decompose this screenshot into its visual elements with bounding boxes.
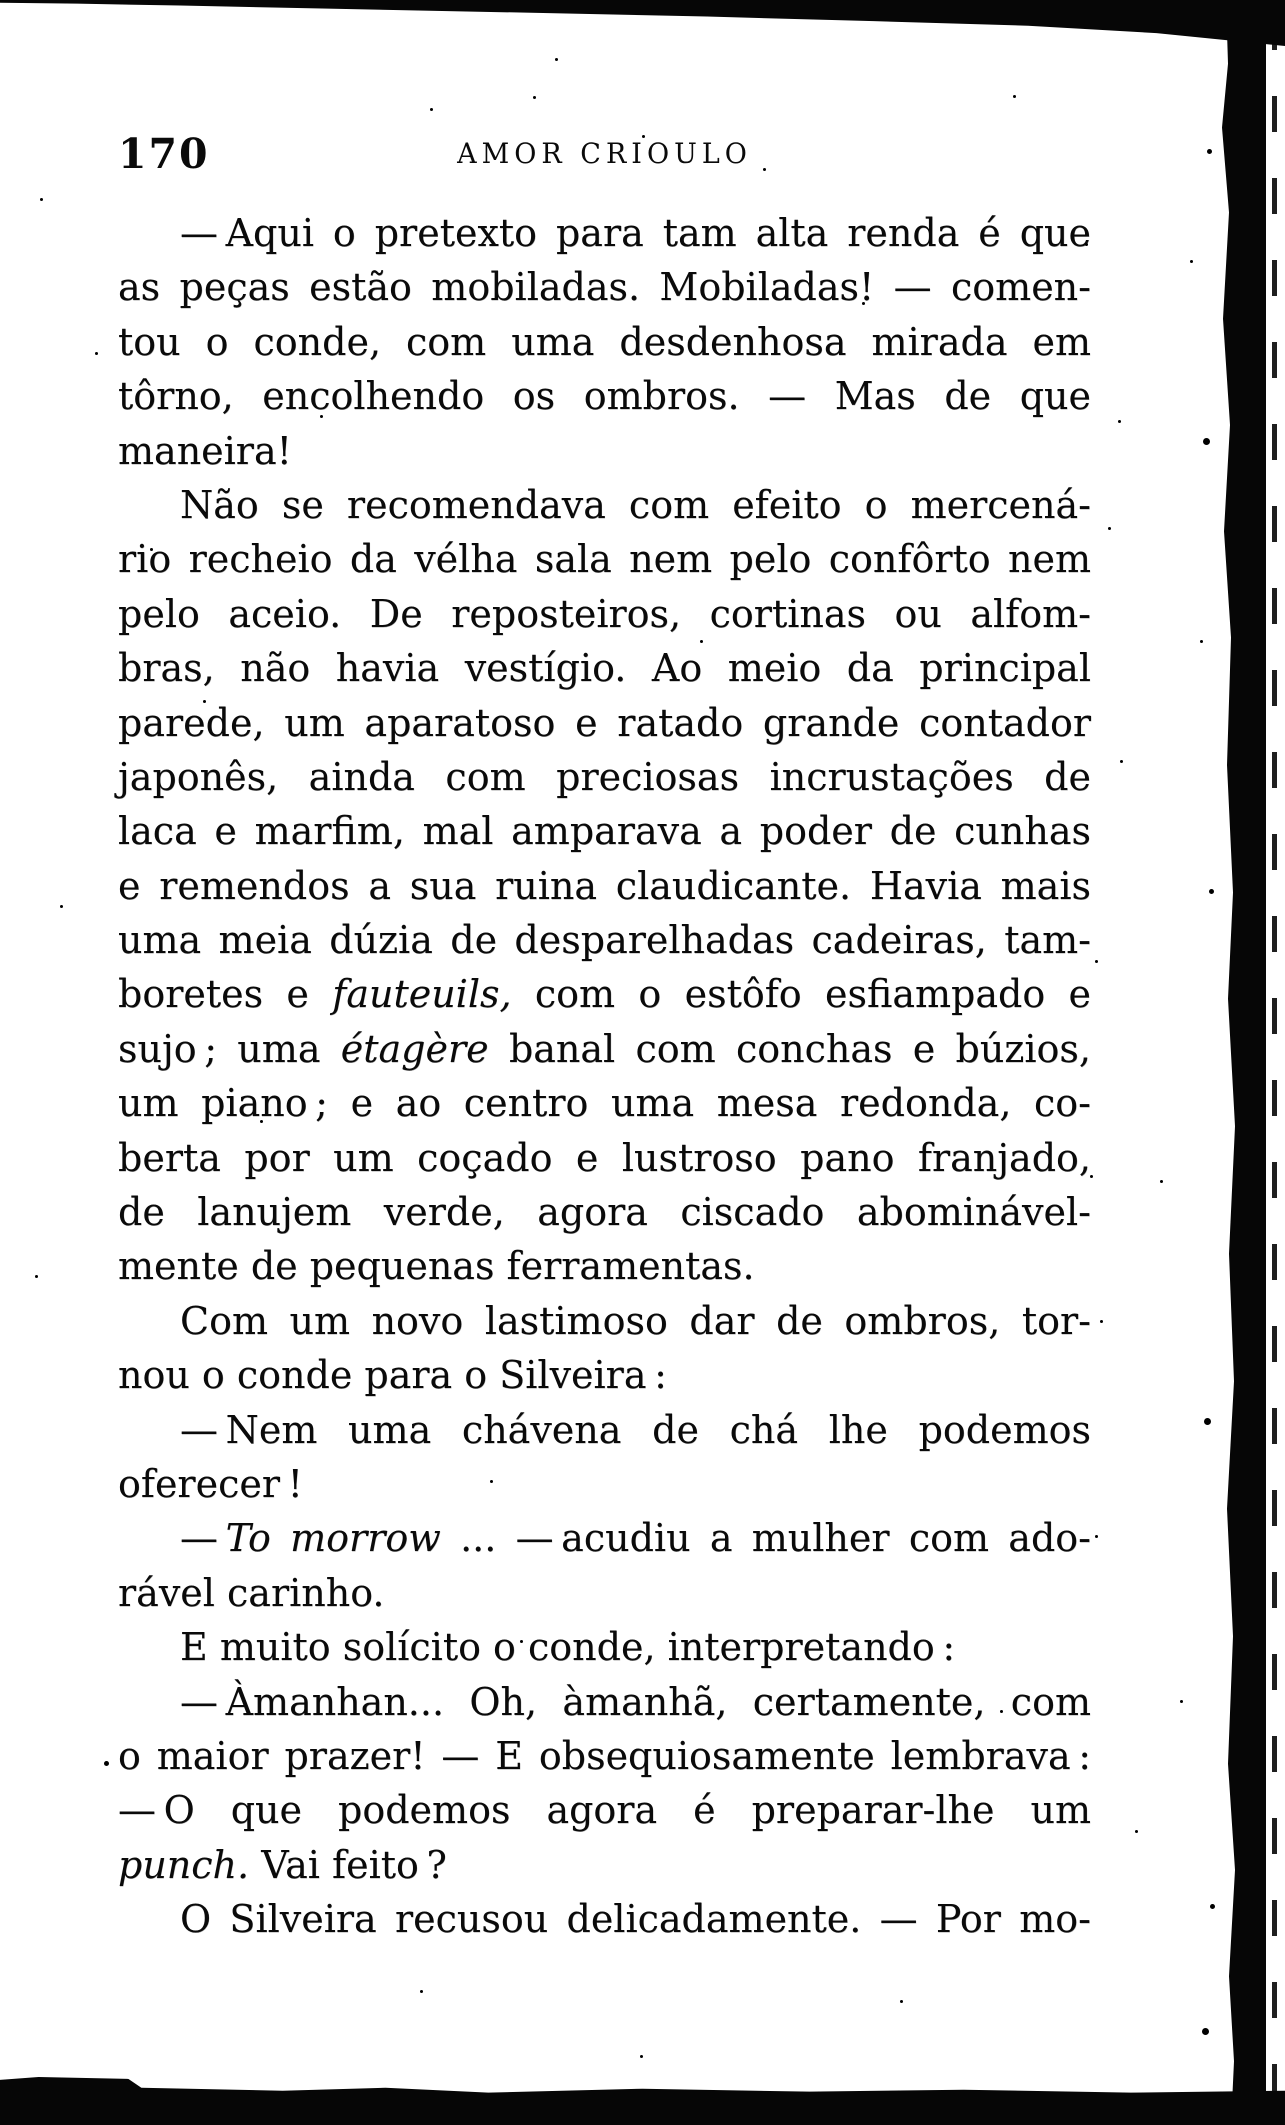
text-line: Não se recomendava com efeito o mercená- (180, 482, 1091, 527)
text-line: Com um novo lastimoso dar de ombros, tor- (180, 1298, 1091, 1343)
text-line: rável carinho. (118, 1570, 385, 1615)
text-line: — Nem uma chávena de chá lhe podemos (180, 1407, 1091, 1452)
text-line: pelo aceio. De reposteiros, cortinas ou alfom- (118, 591, 1091, 636)
speckles (0, 0, 3, 3)
text-line: punch. Vai feito ? (118, 1842, 447, 1887)
text-line: e remendos a sua ruina claudicante. Havia mais (118, 863, 1091, 908)
text-block (118, 206, 1091, 1947)
text-line: as peças estão mobiladas. Mobiladas! — comen- (118, 265, 1091, 310)
text-line: parede, um aparatoso e ratado grande contador (118, 700, 1091, 745)
text-line: E muito solícito o conde, interpretando : (180, 1625, 956, 1670)
text-line: um piano ; e ao centro uma mesa redonda, co- (118, 1081, 1091, 1126)
text-line: de lanujem verde, agora ciscado abominável- (118, 1190, 1091, 1235)
page-number: 170 (118, 130, 210, 178)
scan-edge-bottom (0, 2076, 1285, 2125)
text-line: nou o conde para o Silveira : (118, 1353, 667, 1398)
scan-gutter-band (1216, 0, 1266, 2125)
scan-edge-top (0, 0, 1285, 46)
text-line: maneira! (118, 428, 292, 473)
text-line: — O que podemos agora é preparar-lhe um (118, 1788, 1091, 1833)
text-line: oferecer ! (118, 1461, 303, 1506)
text-line: bras, não havia vestígio. Ao meio da principal (118, 646, 1091, 691)
text-line: O Silveira recusou delicadamente. — Por mo- (180, 1897, 1091, 1942)
text-line: tou o conde, com uma desdenhosa mirada em (118, 319, 1091, 364)
text-line: — To morrow ... — acudiu a mulher com ado- (180, 1516, 1092, 1561)
text-line: uma meia dúzia de desparelhadas cadeiras, tam- (118, 918, 1091, 963)
text-line: berta por um coçado e lustroso pano franjado, (118, 1135, 1091, 1180)
text-line: tôrno, encolhendo os ombros. — Mas de que (118, 374, 1091, 419)
text-line: rio recheio da vélha sala nem pelo confôrto nem (118, 537, 1091, 582)
text-line: laca e marfim, mal amparava a poder de cunhas (118, 809, 1091, 854)
text-line: o maior prazer! — E obsequiosamente lembrava : (118, 1733, 1091, 1778)
page-header (118, 130, 1091, 182)
text-line: boretes e fauteuils, com o estôfo esfiampado e (118, 972, 1091, 1017)
scan-gutter-dashes (1272, 0, 1277, 2125)
text-line: mente de pequenas ferramentas. (118, 1244, 755, 1289)
text-line: japonês, ainda com preciosas incrustações de (118, 754, 1091, 799)
text-line: — Aqui o pretexto para tam alta renda é que (180, 211, 1091, 255)
text-line: — Àmanhan... Oh, àmanhã, certamente, com (180, 1679, 1091, 1724)
running-title: AMOR CRIOULO (457, 138, 752, 171)
text-line: sujo ; uma étagère banal com conchas e búzios, (118, 1026, 1091, 1071)
